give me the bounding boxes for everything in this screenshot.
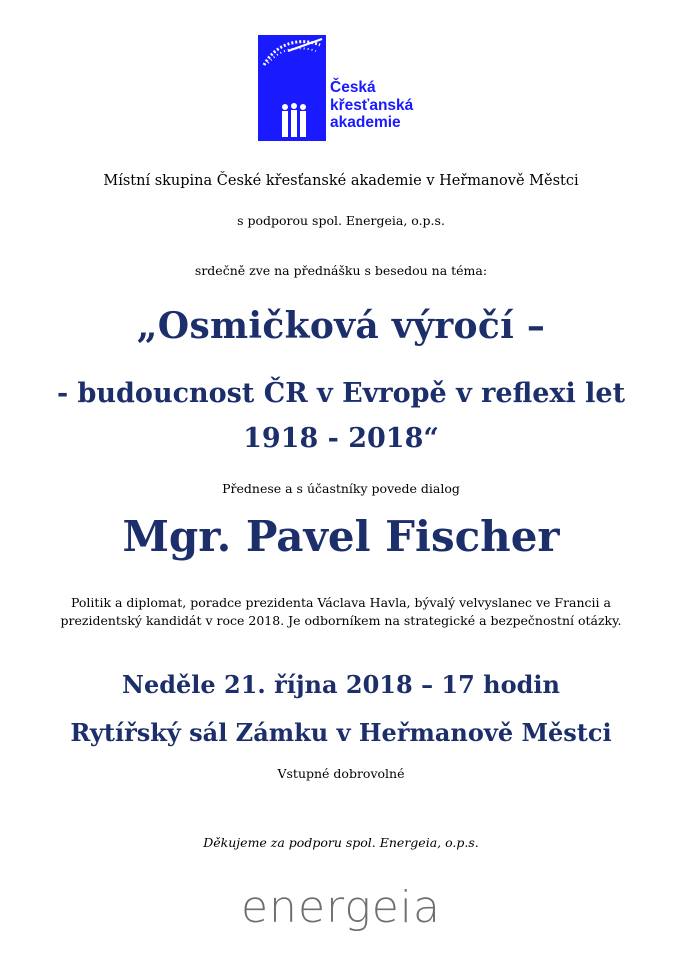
thanks-line: Děkujeme za podporu spol. Energeia, o.p.s. (203, 835, 479, 850)
event-venue: Rytířský sál Zámku v Heřmanově Městci (70, 718, 612, 747)
speaker-intro: Přednese a s účastníky povede dialog (222, 481, 460, 496)
logo-emblem (258, 35, 326, 141)
logo-line-3: akademie (330, 114, 401, 131)
organizer-line: Místní skupina České křesťanské akademie v Heřmanově Městci (103, 173, 579, 189)
topic-title: „Osmičková výročí – (136, 305, 546, 347)
logo-line-1: Česká (330, 79, 376, 96)
invite-line: srdečně zve na přednášku s besedou na téma: (194, 263, 488, 278)
topic-subtitle-2: 1918 - 2018“ (243, 423, 439, 454)
logo-line-2: křesťanská (330, 96, 414, 114)
support-line: s podporou spol. Energeia, o.p.s. (237, 213, 445, 228)
topic-subtitle-1: - budoucnost ČR v Evropě v reflexi let (56, 378, 626, 409)
energeia-logo: energeia (240, 882, 441, 933)
speaker-bio-1: Politik a diplomat, poradce prezidenta Václava Havla, bývalý velvyslanec ve Francii a (71, 595, 611, 610)
logo-wordmark (330, 79, 413, 132)
logo-figures-icon (258, 35, 326, 141)
cka-logo (258, 35, 423, 141)
event-date: Neděle 21. října 2018 – 17 hodin (122, 670, 560, 699)
speaker-bio-2: prezidentský kandidát v roce 2018. Je odborníkem na strategické a bezpečnostní otázky. (60, 613, 622, 628)
admission-note: Vstupné dobrovolné (277, 766, 405, 781)
speaker-name: Mgr. Pavel Fischer (122, 512, 560, 561)
